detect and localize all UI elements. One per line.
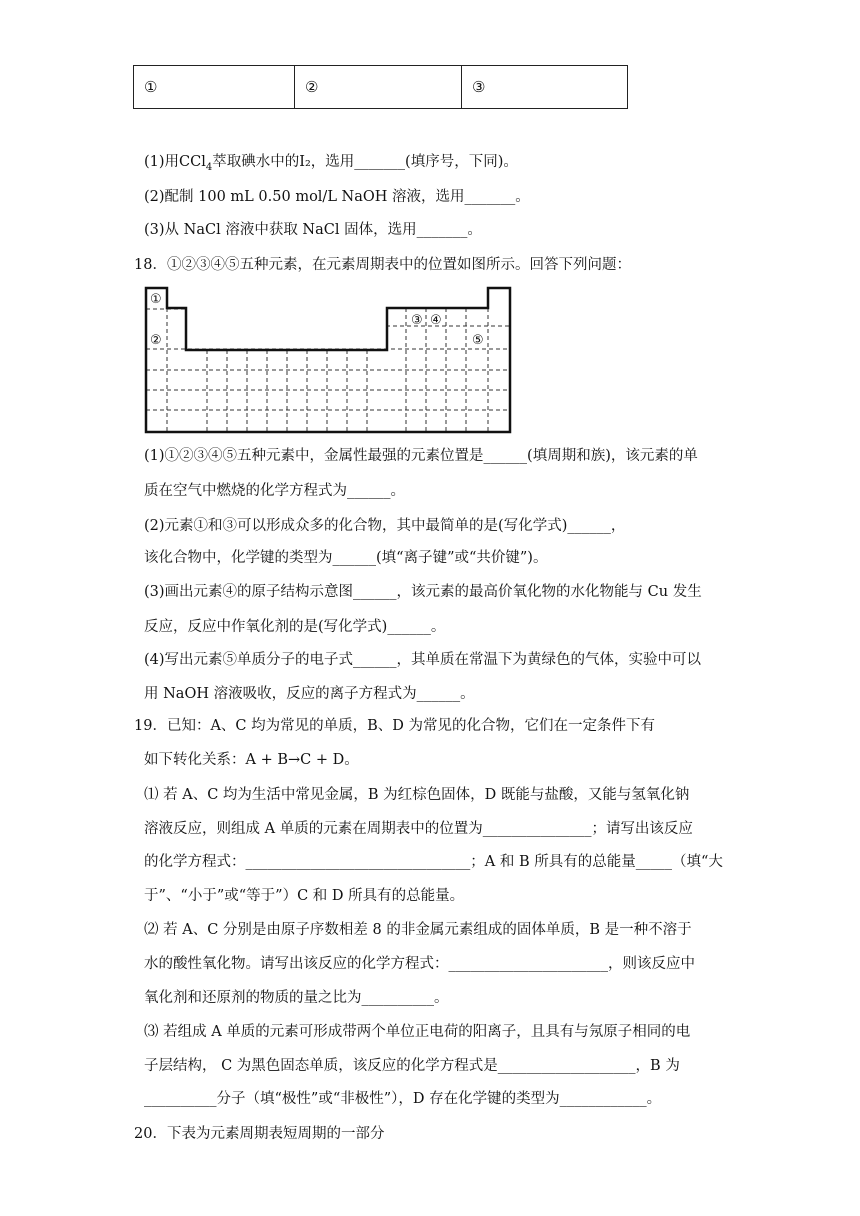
choice-cell-3: ③ (462, 66, 628, 109)
q18-stem: 18．①②③④⑤五种元素，在元素周期表中的位置如图所示。回答下列问题： (134, 257, 631, 273)
q18-line-2: 质在空气中燃烧的化学方程式为______。 (144, 483, 405, 499)
q19-line-3: ⑴ 若 A、C 均为生活中常见金属，B 为红棕色固体，D 既能与盐酸，又能与氢氧化钠 (144, 787, 690, 803)
mark-5: ⑤ (472, 333, 484, 348)
q18-line-5: (3)画出元素④的原子结构示意图______，该元素的最高价氧化物的水化物能与 Cu 发生 (144, 584, 702, 600)
q18-line-3: (2)元素①和③可以形成众多的化合物，其中最简单的是(写化学式)______， (144, 518, 626, 534)
q20-stem: 20．下表为元素周期表短周期的一部分 (134, 1126, 385, 1142)
q18-line-6: 反应，反应中作氧化剂的是(写化学式)______。 (144, 619, 446, 635)
q19-line-10: ⑶ 若组成 A 单质的元素可形成带两个单位正电荷的阳离子，且具有与氖原子相同的电 (144, 1024, 691, 1040)
q19-line-6: 于”、“小于”或“等于”）C 和 D 所具有的总能量。 (144, 888, 465, 904)
choice-cell-1: ① (134, 66, 295, 109)
q17-sub1: (1)用CCl$_4$萃取碘水中的I₂，选用_______(填序号，下同)。 (144, 154, 518, 173)
q19-line-4: 溶液反应，则组成 A 单质的元素在周期表中的位置为_______________；请写出该反应 (144, 821, 693, 837)
q19-line-2: 如下转化关系：A + B→C + D。 (144, 752, 359, 768)
periodic-table-figure (144, 286, 512, 434)
q18-line-8: 用 NaOH 溶液吸收，反应的离子方程式为______。 (144, 686, 475, 702)
q18-line-7: (4)写出元素⑤单质分子的电子式______，其单质在常温下为黄绿色的气体，实验中可以 (144, 652, 702, 668)
mark-4: ④ (430, 313, 442, 328)
q19-line-7: ⑵ 若 A、C 分别是由原子序数相差 8 的非金属元素组成的固体单质，B 是一种不溶于 (144, 922, 692, 938)
q19-line-5: 的化学方程式：_______________________________；A 和 B 所具有的总能量_____（填“大 (144, 854, 723, 870)
q17-sub2: (2)配制 100 mL 0.50 mol/L NaOH 溶液，选用_______。 (144, 189, 530, 205)
q19-line-9: 氧化剂和还原剂的物质的量之比为__________。 (144, 990, 449, 1006)
q19-line-11: 子层结构， C 为黑色固态单质，该反应的化学方程式是___________________，B 为 (144, 1058, 680, 1074)
mark-3: ③ (411, 313, 423, 328)
q18-line-1: (1)①②③④⑤五种元素中，金属性最强的元素位置是______(填周期和族)，该元素的单 (144, 448, 698, 464)
mark-1: ① (150, 292, 162, 307)
periodic-table-gridlines (146, 308, 510, 432)
q19-line-1: 19．已知：A、C 均为常见的单质，B、D 为常见的化合物，它们在一定条件下有 (134, 718, 656, 734)
q18-line-4: 该化合物中，化学键的类型为______(填“离子键”或“共价键”)。 (144, 550, 548, 566)
mark-2: ② (150, 333, 162, 348)
choice-table (133, 65, 628, 109)
q19-line-12: __________分子（填“极性”或“非极性”），D 存在化学键的类型为____________。 (144, 1091, 662, 1107)
q19-line-8: 水的酸性氧化物。请写出该反应的化学方程式：______________________，则该反应中 (144, 956, 695, 972)
choice-cell-2: ② (295, 66, 462, 109)
q17-sub3: (3)从 NaCl 溶液中获取 NaCl 固体，选用_______。 (144, 222, 482, 238)
